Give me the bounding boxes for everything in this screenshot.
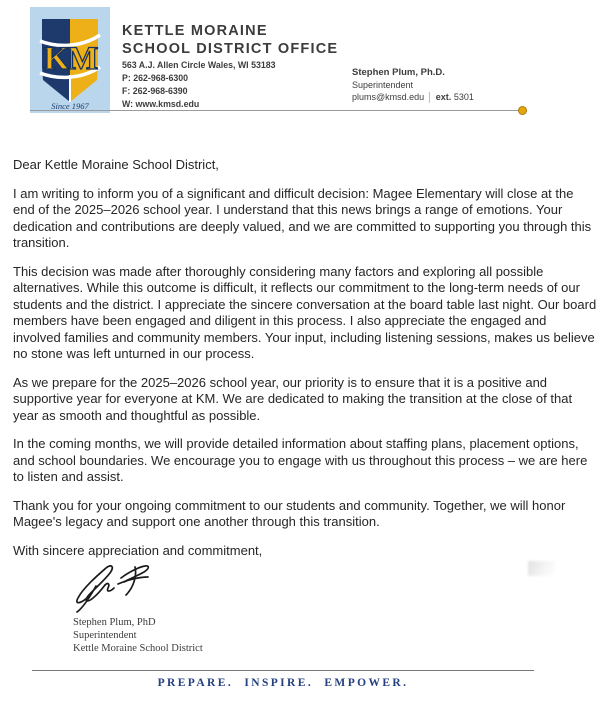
district-fax — [122, 85, 276, 98]
km-monogram: KM — [43, 41, 97, 77]
km-shield-logo-graphic — [30, 7, 110, 113]
page-footer — [32, 670, 534, 689]
letter-body — [13, 157, 597, 655]
superintendent-contact-card — [352, 67, 474, 103]
org-title — [122, 22, 338, 58]
contact-name: Stephen Plum, Ph.D. — [352, 67, 445, 78]
letter-paragraph: Thank you for your ongoing commitment to our students and community. Together, we will honor Magee's legacy and support one another through this transition. — [13, 497, 566, 529]
web-label: W: — [122, 99, 134, 109]
footer-divider-line — [32, 670, 534, 671]
letter-paragraphs — [13, 186, 597, 531]
handwritten-signature-image — [65, 562, 153, 614]
phone-number: 262-968-6300 — [133, 73, 189, 83]
letter-paragraph: This decision was made after thoroughly considering many factors and exploring all possible alternatives. While this outcome is difficult, it reflects our commitment to the long-term needs of our students and the district. I appreciate the sincere conversation at the board table last night. Our board members have been engaged and diligent in this process. I also appreciate the engaged and involved families and community members. Your input, including listening sessions, makes us believe no stone was left unturned in our process. — [13, 263, 597, 361]
closing-line: With sincere appreciation and commitment, — [13, 542, 263, 558]
ext-label: ext. — [435, 92, 452, 102]
logo-since-text: Since 1967 — [51, 101, 89, 111]
fax-label: F: — [122, 86, 131, 96]
signer-org: Kettle Moraine School District — [73, 642, 203, 654]
separator-bar: │ — [427, 92, 433, 102]
letterhead-divider-line — [30, 110, 518, 111]
fax-number: 262-968-6390 — [132, 86, 188, 96]
phone-label: P: — [122, 73, 131, 83]
district-address: 563 A.J. Allen Circle Wales, WI 53183 — [122, 60, 276, 70]
letter-paragraph: I am writing to inform you of a significant and difficult decision: Magee Elementary will close at the end of the 2025–2026 school year. I understand that this news brings a range of emotions. Your dedication and contributions are deeply valued, and we are committed to supporting you through this transition. — [13, 185, 592, 250]
signature-block — [73, 617, 597, 655]
contact-email-ext — [352, 91, 474, 103]
contact-email: plums@kmsd.edu — [352, 92, 425, 102]
signer-name: Stephen Plum, PhD — [73, 617, 156, 628]
district-phone — [122, 72, 276, 85]
gold-dot-accent — [518, 106, 527, 115]
salutation: Dear Kettle Moraine School District, — [13, 157, 219, 172]
org-title-line1: KETTLE MORAINE — [122, 23, 268, 39]
district-motto: PREPARE. INSPIRE. EMPOWER. — [157, 677, 409, 689]
district-contact-info — [122, 59, 276, 111]
org-title-line2: SCHOOL DISTRICT OFFICE — [122, 41, 339, 57]
letter-paragraph: In the coming months, we will provide detailed information about staffing plans, placement options, and school boundaries. We encourage you to engage with us throughout this process – we are here to listen and assist. — [13, 436, 588, 484]
letter-paragraph: As we prepare for the 2025–2026 school year, our priority is to ensure that it is a positive and supportive year for everyone at KM. We are dedicated to making the transition at the close of that year as smooth and thoughtful as possible. — [13, 374, 573, 423]
signer-title: Superintendent — [73, 629, 137, 641]
scan-smudge-artifact — [528, 561, 555, 576]
web-url: www.kmsd.edu — [135, 99, 200, 109]
contact-title: Superintendent — [352, 80, 414, 90]
ext-number: 5301 — [453, 92, 474, 102]
km-district-logo — [30, 7, 110, 113]
